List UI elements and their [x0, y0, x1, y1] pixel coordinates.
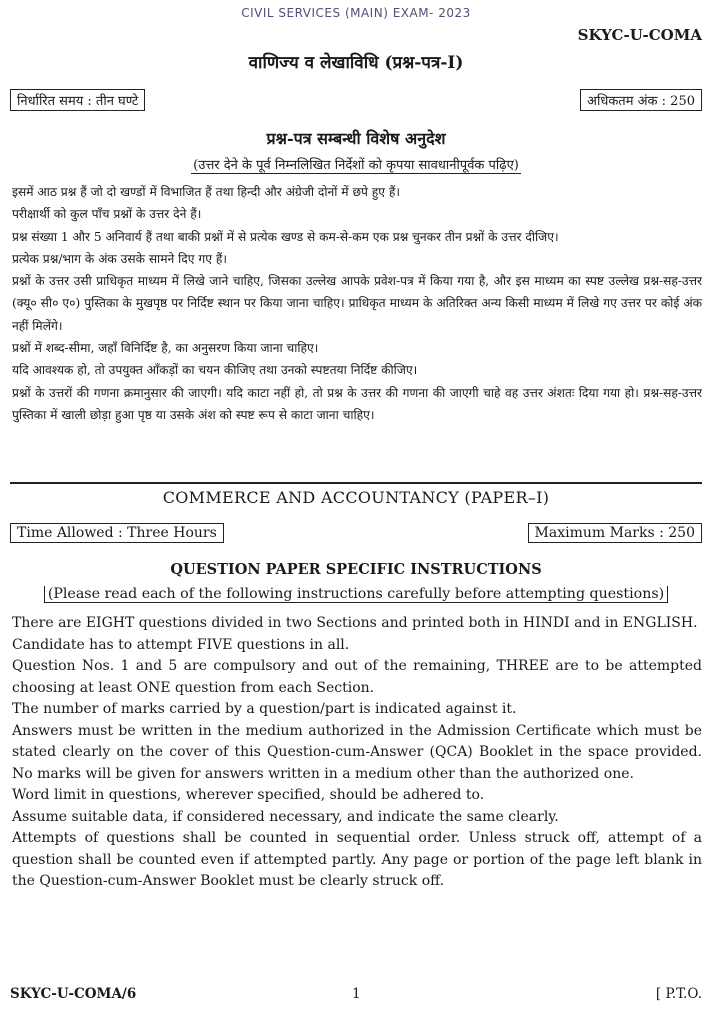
english-instruction: Answers must be written in the medium authorized in the Admission Certificate which must be stated clearly on the cover of this Question-cum-Answer (QCA) Booklet in the space provided. No marks will be given for answers written in a medium other than the authorized one. — [12, 722, 702, 782]
english-instruction: There are EIGHT questions divided in two Sections and printed both in HINDI and in ENGLISH. — [12, 615, 698, 631]
english-paper-title: COMMERCE AND ACCOUNTANCY (PAPER–I) — [162, 488, 550, 507]
hindi-instruction: यदि आवश्यक हो, तो उपयुक्त आँकड़ों का चयन कीजिए तथा उनको स्पष्टतया निर्दिष्ट कीजिए। — [12, 363, 418, 378]
footer-paper-code: SKYC-U-COMA/6 — [10, 986, 137, 1002]
hindi-instruction: इसमें आठ प्रश्न हैं जो दो खण्डों में विभाजित हैं तथा हिन्दी और अंग्रेजी दोनों में छपे हुए हैं। — [12, 185, 400, 199]
hindi-paper-title: वाणिज्य व लेखाविधि (प्रश्न-पत्र-I) — [248, 53, 464, 73]
hindi-instruction: प्रश्नों के उत्तरों की गणना क्रमानुसार की जाएगी। यदि काटा नहीं हो, तो प्रश्न के उत्तर की गणना की जाएगी चाहे वह उत्तर अंशतः दिया गया हो। प्रश्न-सह-उत्तर पुस्तिका में खाली छोड़ा हुआ पृष्ठ या उसके अंश को स्पष्ट रूप से काटा जाना चाहिए। — [12, 385, 702, 422]
section-divider — [10, 482, 702, 484]
english-instructions-heading: QUESTION PAPER SPECIFIC INSTRUCTIONS — [170, 561, 542, 578]
hindi-instructions-subheading: (उत्तर देने के पूर्व निम्नलिखित निर्देशों को कृपया सावधानीपूर्वक पढ़िए) — [193, 158, 519, 173]
english-instruction: Question Nos. 1 and 5 are compulsory and out of the remaining, THREE are to be attempted choosing at least ONE question from each Section. — [12, 658, 702, 696]
hindi-instruction: परीक्षार्थी को कुल पाँच प्रश्नों के उत्तर देने हैं। — [12, 207, 202, 222]
english-instructions-subheading: (Please read each of the following instructions carefully before attempting questions) — [0, 586, 712, 602]
english-max-marks: Maximum Marks : 250 — [528, 523, 702, 543]
hindi-instructions-list — [12, 181, 702, 426]
english-instruction: Assume suitable data, if considered necessary, and indicate the same clearly. — [12, 808, 559, 825]
english-instruction: Word limit in questions, wherever specified, should be adhered to. — [12, 787, 485, 803]
hindi-instruction: प्रश्न संख्या 1 और 5 अनिवार्य हैं तथा बाकी प्रश्नों में से प्रत्येक खण्ड से कम-से-कम एक प्रश्न चुनकर तीन प्रश्नों के उत्तर दीजिए। — [12, 229, 559, 244]
exam-banner: CIVIL SERVICES (MAIN) EXAM- 2023 — [241, 6, 471, 20]
pto-label: [ P.T.O. — [655, 986, 702, 1002]
hindi-time-allowed: निर्धारित समय : तीन घण्टे — [10, 89, 145, 111]
english-instructions-list — [12, 613, 702, 893]
hindi-instruction: प्रश्नों के उत्तर उसी प्राधिकृत माध्यम में लिखे जाने चाहिए, जिसका उल्लेख आपके प्रवेश-पत्र में किया गया है, और इस माध्यम का स्पष्ट उल्लेख प्रश्न-सह-उत्तर (क्यू० सी० ए०) पुस्तिका के मुखपृष्ठ पर निर्दिष्ट स्थान पर किया जाना चाहिए। प्राधिकृत माध्यम के अतिरिक्त अन्य किसी माध्यम में लिखे गए उत्तर पर कोई अंक नहीं मिलेंगे। — [12, 274, 702, 333]
hindi-instruction: प्रत्येक प्रश्न/भाग के अंक उसके सामने दिए गए हैं। — [12, 251, 227, 266]
paper-code: SKYC-U-COMA — [577, 26, 702, 44]
english-instruction: The number of marks carried by a question/part is indicated against it. — [12, 701, 517, 717]
hindi-instructions-heading: प्रश्न-पत्र सम्बन्धी विशेष अनुदेश — [266, 129, 446, 148]
page-number: 1 — [352, 986, 361, 1002]
hindi-max-marks: अधिकतम अंक : 250 — [580, 89, 702, 111]
hindi-instruction: प्रश्नों में शब्द-सीमा, जहाँ विनिर्दिष्ट है, का अनुसरण किया जाना चाहिए। — [12, 341, 319, 356]
english-instruction: Attempts of questions shall be counted in sequential order. Unless struck off, attempt of a question shall be counted even if attempted partly. Any page or portion of the page left blank in the Question-cum-Answer Booklet must be clearly struck off. — [12, 830, 702, 889]
english-time-allowed: Time Allowed : Three Hours — [10, 523, 224, 543]
english-instruction: Candidate has to attempt FIVE questions in all. — [12, 636, 350, 653]
